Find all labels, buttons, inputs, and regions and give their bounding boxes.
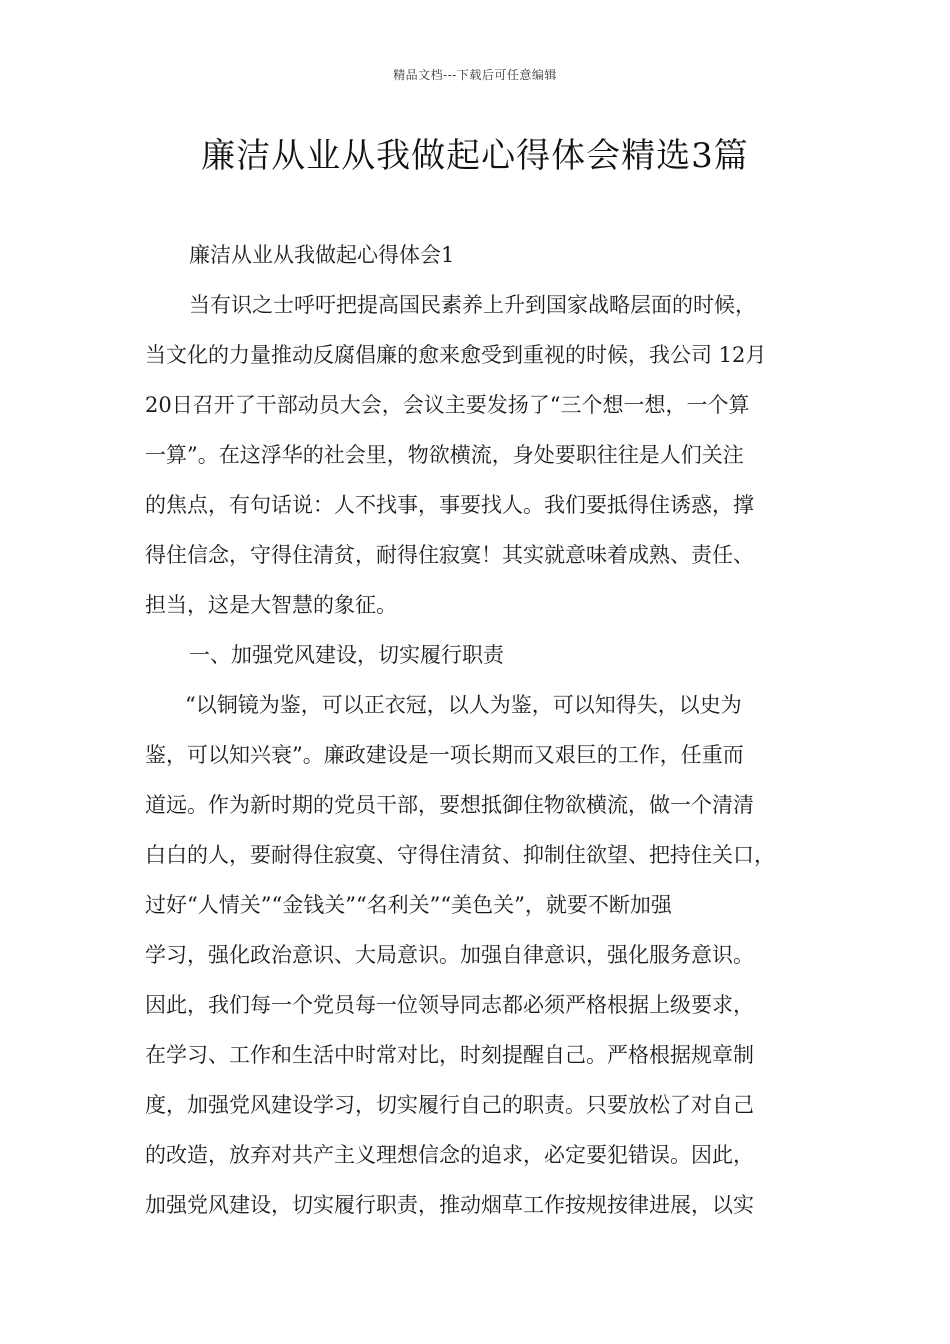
paragraph-line: 的焦点，有句话说：人不找事，事要找人。我们要抵得住诱惑，撑: [145, 493, 754, 517]
paragraph-line: 当文化的力量推动反腐倡廉的愈来愈受到重视的时候，我公司 12月: [145, 343, 767, 367]
document-title: 廉洁从业从我做起心得体会精选3篇: [201, 136, 749, 176]
subheading: 一、加强党风建设，切实履行职责: [189, 643, 504, 667]
paragraph-line: 鉴，可以知兴衰”。廉政建设是一项长期而又艰巨的工作，任重而: [145, 743, 744, 767]
paragraph-line: 得住信念，守得住清贫，耐得住寂寞！其实就意味着成熟、责任、: [145, 543, 754, 567]
paragraph-line: 学习，强化政治意识、大局意识。加强自律意识，强化服务意识。: [145, 943, 754, 967]
paragraph-line: 当有识之士呼吁把提高国民素养上升到国家战略层面的时候，: [189, 293, 756, 317]
paragraph-line: “以铜镜为鉴，可以正衣冠，以人为鉴，可以知得失，以史为: [185, 693, 742, 717]
document-body: [145, 230, 805, 1230]
paragraph-line: 20日召开了干部动员大会，会议主要发扬了“三个想一想，一个算: [145, 393, 750, 417]
paragraph-line: 在学习、工作和生活中时常对比，时刻提醒自己。严格根据规章制: [145, 1043, 754, 1067]
paragraph-line: 的改造，放弃对共产主义理想信念的追求，必定要犯错误。因此，: [145, 1143, 754, 1167]
paragraph-line: 度，加强党风建设学习，切实履行自己的职责。只要放松了对自己: [145, 1093, 754, 1117]
header-note: 精品文档---下载后可任意编辑: [393, 68, 557, 82]
paragraph-line: 因此，我们每一个党员每一位领导同志都必须严格根据上级要求，: [145, 993, 754, 1017]
paragraph-line: 白白的人，要耐得住寂寞、守得住清贫、抑制住欲望、把持住关口，: [145, 843, 775, 867]
paragraph-line: 道远。作为新时期的党员干部，要想抵御住物欲横流，做一个清清: [145, 793, 754, 817]
section-heading: 廉洁从业从我做起心得体会1: [189, 243, 455, 267]
paragraph-line: 加强党风建设，切实履行职责，推动烟草工作按规按律进展，以实: [145, 1193, 754, 1217]
paragraph-line: 担当，这是大智慧的象征。: [145, 593, 397, 617]
paragraph-line: 一算”。在这浮华的社会里，物欲横流，身处要职往往是人们关注: [145, 443, 744, 467]
paragraph-line: 过好“人情关”“金钱关”“名利关”“美色关”，就要不断加强: [145, 893, 672, 917]
